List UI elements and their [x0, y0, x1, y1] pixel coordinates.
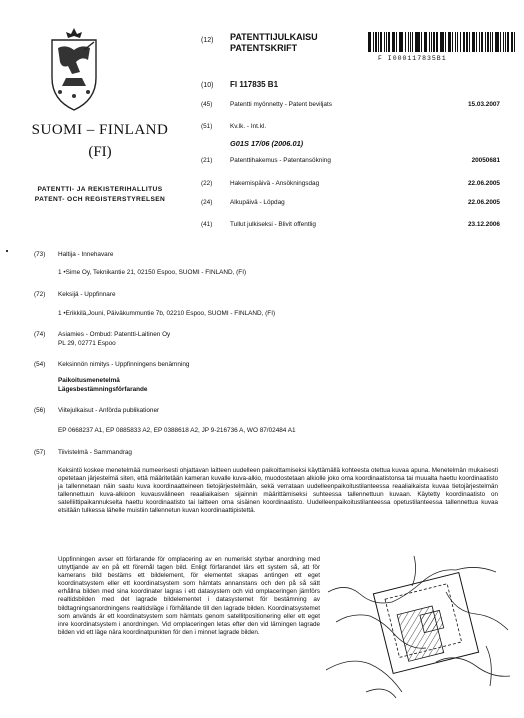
barcode-bar: [463, 32, 465, 52]
barcode-bar: [500, 32, 501, 52]
barcode-bar: [399, 32, 401, 52]
barcode-bar: [514, 32, 515, 52]
country-code: (FI): [88, 144, 112, 160]
biblio-value: 22.06.2005: [468, 199, 500, 206]
margin-mark: [6, 250, 8, 252]
field-code-54: (54): [34, 361, 46, 368]
inventor-value: 1 •Erikkilä,Jouni, Päiväkummuntie 7b, 02210 Espoo, SUOMI - FINLAND, (FI): [58, 310, 276, 317]
biblio-code: (24): [201, 199, 213, 206]
field-code-74: (74): [34, 331, 46, 338]
biblio-label: Kv.lk. - Int.kl.: [230, 123, 267, 130]
office-name-sv: PATENT- OCH REGISTERSTYRELSEN: [34, 196, 166, 203]
barcode-bar: [394, 32, 395, 52]
barcode-bar: [460, 32, 461, 52]
barcode-bar: [485, 32, 486, 52]
barcode-bar: [402, 32, 403, 52]
field-code-56: (56): [34, 407, 46, 414]
kind-code-10: (10): [201, 82, 214, 89]
biblio-code: (45): [201, 101, 213, 108]
barcode-bar: [396, 32, 397, 52]
document-type-fi: PATENTTIJULKAISU: [230, 32, 318, 42]
ipc-classification: G01S 17/06 (2006.01): [230, 139, 304, 148]
holder-value: 1 •Sime Oy, Teknikantie 21, 02150 Espoo, SUOMI - FINLAND, (FI): [58, 269, 247, 276]
barcode-bar: [417, 32, 419, 52]
abstract-finnish: Keksintö koskee menetelmää numeerisesti ohjattavan laitteen uudelleen paikoittamiseksi käyttämällä kohteesta otettua kuvaa apuna. Menetelmän mukaisesti opetetaan järjestelmä siten, että määritetään kameran kuvalle kuva-alkio, muodostetaan alkiolle joko oma koordinaatistonsa tai muualta haettu koordinaatisto ja tallennetaan näin saatu kuva koordinaatteineen tietojärjestelmään, sekä verrataan uudelleenpaikoitustilanteessa reaaliaikaista kuvaa tietojärjestelmän tallennettuun kuva-alkioon kuvausvälineen reaaliaikaisen sijainnin määrittämiseksi suhteessa tallennettuun kuvaan. Käytetty koordinaatisto on satelliittipaikannukselta haettu koordinaatisto tai laitteen oma sisäinen koordinaatisto. Uudelleenpaikoitustilanteessa opetustilanteessa tallennettua kuvaa etsitään tulkessa lähelle muistiin tallennetun kuvan koordinaattipistettä.: [58, 467, 498, 515]
kind-code-12: (12): [201, 37, 214, 44]
barcode-bar: [445, 32, 446, 52]
biblio-code: (21): [201, 157, 213, 164]
barcode-bar: [405, 32, 407, 52]
barcode-bar: [505, 32, 506, 52]
barcode-bar: [433, 32, 435, 52]
barcode-bar: [441, 32, 443, 52]
barcode-bar: [449, 32, 451, 52]
barcode-bar: [421, 32, 422, 52]
office-name-fi: PATENTTI- JA REKISTERIHALLITUS: [37, 186, 163, 193]
field-code-73: (73): [34, 251, 46, 258]
barcode: [368, 32, 516, 52]
barcode-bar: [466, 32, 468, 52]
field-code-72: (72): [34, 291, 46, 298]
agent-label: Asiamies - Ombud: Patentti-Laitinen Oy: [58, 331, 171, 338]
barcode-bar: [410, 32, 411, 52]
field-code-57: (57): [34, 449, 46, 456]
barcode-bar: [492, 32, 493, 52]
barcode-bar: [457, 32, 459, 52]
barcode-bar: [507, 32, 509, 52]
barcode-bar: [378, 32, 379, 52]
publication-number: FI 117835 B1: [230, 80, 279, 89]
holder-label: Haltija - Innehavare: [58, 251, 114, 258]
biblio-label: Patenttihakemus - Patentansökning: [230, 157, 331, 164]
barcode-bar: [436, 32, 438, 52]
biblio-value: 22.06.2005: [468, 180, 500, 187]
barcode-bar: [473, 32, 475, 52]
title-label: Keksinnön nimitys - Uppfinningens benämning: [58, 361, 190, 368]
barcode-bar: [429, 32, 430, 52]
biblio-label: Alkupäivä - Löpdag: [230, 199, 285, 206]
biblio-label: Tullut julkiseksi - Blivit offentlig: [230, 221, 316, 228]
barcode-bar: [452, 32, 453, 52]
patent-drawing: [326, 552, 512, 702]
barcode-bar: [370, 32, 371, 52]
barcode-bar: [373, 32, 374, 52]
biblio-value: 20050681: [471, 157, 500, 164]
country-name: SUOMI – FINLAND: [31, 122, 169, 138]
biblio-code: (22): [201, 180, 213, 187]
barcode-bar: [388, 32, 390, 52]
barcode-bar: [481, 32, 483, 52]
title-sv: Lägesbestämningsförfarande: [58, 386, 148, 393]
biblio-value: 23.12.2006: [468, 221, 500, 228]
abstract-label: Tiivistelmä - Sammandrag: [58, 449, 132, 456]
barcode-bar: [490, 32, 491, 52]
agent-address: PL 29, 02771 Espoo: [58, 340, 116, 347]
barcode-bar: [497, 32, 499, 52]
barcode-bar: [380, 32, 382, 52]
biblio-label: Hakemispäivä - Ansökningsdag: [230, 180, 320, 187]
barcode-bar: [469, 32, 470, 52]
biblio-code: (41): [201, 221, 213, 228]
barcode-bar: [386, 32, 387, 52]
biblio-code: (51): [201, 123, 213, 130]
barcode-bar: [426, 32, 427, 52]
barcode-bar: [412, 32, 413, 52]
biblio-label: Patentti myönnetty - Patent beviljats: [230, 101, 332, 108]
abstract-swedish: Uppfinningen avser ett förfarande för omplacering av en numeriskt styrbar anordning med utnyttjande av en på ett föremål tagen bild. Enligt förfarandet lärs ett system så, att för kamerans bild bestäms ett bildelement, för elementet skapas antingen ett eget koordinatsystem eller ett koordinatsystem som hämtats annanstans och den på så sätt erhållna bilden med sina koordinater lagras i ett datasystem och vid omplaceringen jämförs realtidsbilden med det lagrade bildelementet i datasystemet för bestämning av bildtagningsanordningens realtidsläge i förhållande till den lagrade bilden. Koordinatsystemet som används är ett koordinatsystem som hämtats genom satellitpositionering eller ett eget inre koordinatsystem i anordningen. Vid omplaceringen letas efter den vid lärningen lagrade bilden vid ett läge nära koordinatpunkten för den i minnet lagrade bilden.: [58, 556, 320, 636]
barcode-bar: [476, 32, 477, 52]
title-fi: Paikoitusmenetelmä: [58, 377, 120, 384]
inventor-label: Keksijä - Uppfinnare: [58, 291, 116, 298]
biblio-value: 15.03.2007: [468, 101, 500, 108]
citations-label: Viitejulkaisut - Anförda publikationer: [58, 407, 160, 414]
citations-value: EP 0668237 A1, EP 0885833 A2, EP 0388618 A2, JP 9-216736 A, WO 87/02484 A1: [58, 427, 296, 434]
document-type-sv: PATENTSKRIFT: [230, 43, 298, 53]
barcode-number: F I000117835B1: [378, 55, 447, 62]
coat-of-arms-logo: [46, 26, 102, 114]
